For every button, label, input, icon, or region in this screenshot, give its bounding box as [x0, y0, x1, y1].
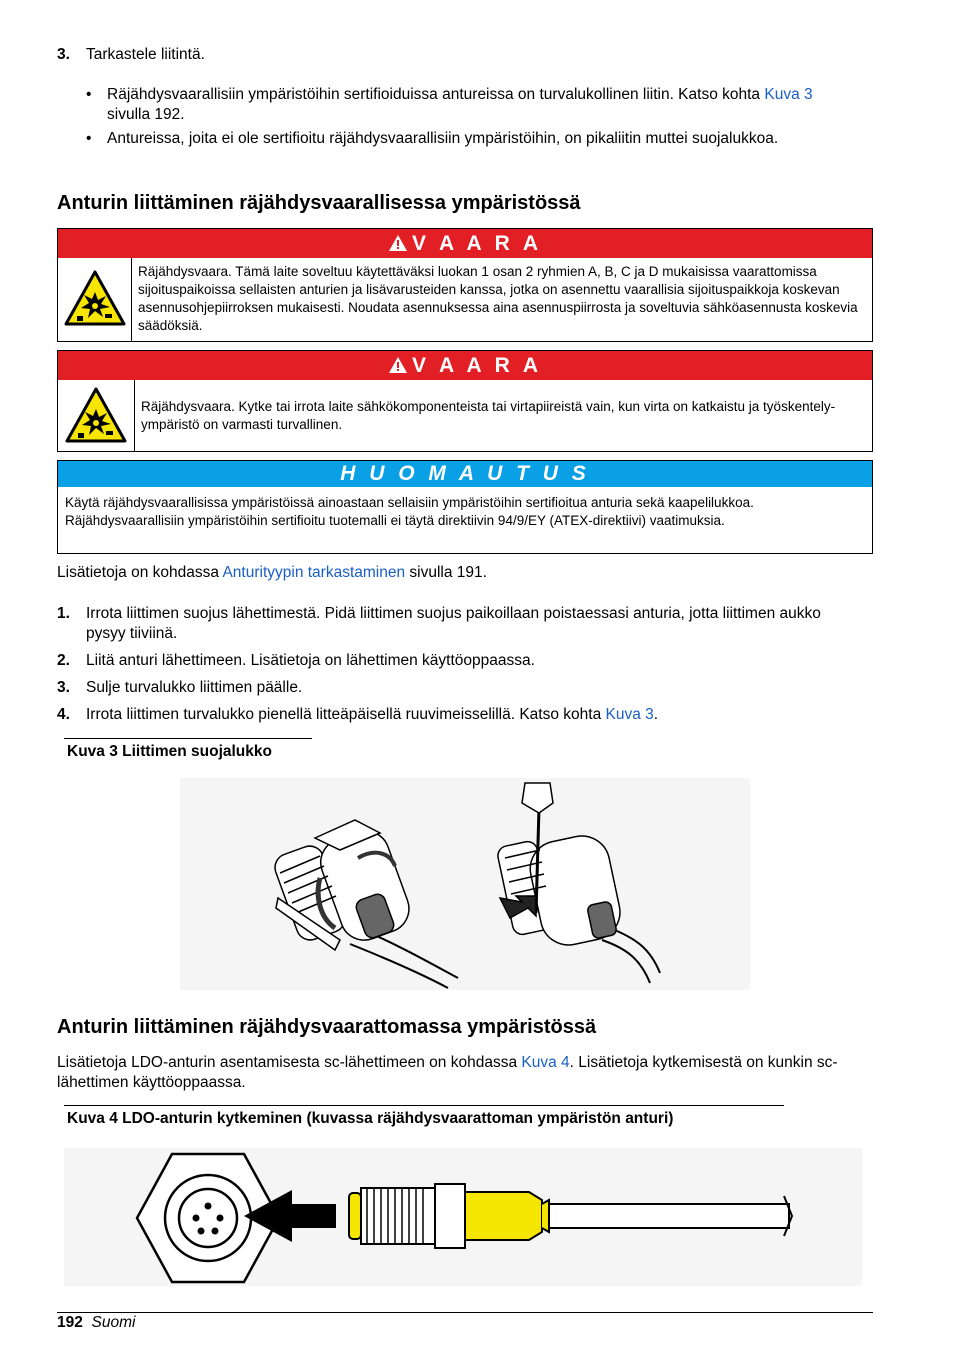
- danger-header: [58, 351, 872, 380]
- step-number: 3.: [57, 679, 70, 696]
- figure-caption: Kuva 3 Liittimen suojalukko: [67, 743, 272, 760]
- figure-link[interactable]: Kuva 3: [605, 706, 654, 723]
- footer-rule: [57, 1312, 873, 1313]
- section-heading: Anturin liittäminen räjähdysvaarallisessa ympäristössä: [57, 192, 581, 214]
- danger-title: V A A R A: [411, 232, 543, 255]
- caption-rule: [64, 738, 312, 739]
- danger-box: [57, 350, 873, 452]
- step-text-tail: .: [653, 706, 659, 723]
- bullet-marker: •: [86, 130, 92, 147]
- bullet-item-2: Antureissa, joita ei ole sertifioitu räjähdysvaarallisiin ympäristöihin, on pikaliitin muttei suojalukkoa.: [107, 130, 779, 147]
- info-text-tail: sivulla 191.: [405, 564, 487, 581]
- notice-text: Käytä räjähdysvaarallisissa ympäristöissä ainoastaan sellaisiin ympäristöihin sertifioitua anturia sekä kaapelilukkoa. Räjähdysvaarallisiin ympäristöihin sertifioitu tuotemalli ei täytä direktiivin 94/9/EY (ATEX-direktiivi) vaatimuksia.: [65, 495, 754, 528]
- step-number: 3.: [57, 46, 70, 63]
- warning-triangle-icon: [388, 356, 408, 374]
- explosion-hazard-icon: [65, 387, 127, 443]
- figure-caption: Kuva 4 LDO-anturin kytkeminen (kuvassa räjähdysvaarattoman ympäristön anturi): [67, 1110, 674, 1127]
- danger-header: [58, 229, 872, 258]
- bullet-marker: •: [86, 86, 92, 103]
- step-text: Sulje turvalukko liittimen päälle.: [86, 679, 303, 696]
- danger-title: V A A R A: [411, 354, 543, 377]
- figure-link[interactable]: Kuva 3: [764, 86, 813, 103]
- footer-language: Suomi: [91, 1314, 136, 1331]
- notice-box: [57, 460, 873, 554]
- bullet-text-tail: sivulla 192.: [107, 106, 185, 123]
- notice-header: H U O M A U T U S: [58, 461, 872, 487]
- step-number: 4.: [57, 706, 70, 723]
- step-item-4: [86, 705, 658, 725]
- bullet-item-1: [107, 85, 847, 125]
- step-text: Tarkastele liitintä.: [86, 46, 205, 63]
- para-text-tail: . Lisätietoja kytkemisestä on kunkin sc-lähettimen käyttöoppaassa.: [57, 1054, 838, 1091]
- connector-lock-illustration: [180, 778, 750, 990]
- section-link[interactable]: Anturityypin tarkastaminen: [222, 564, 406, 581]
- info-text: Lisätietoja on kohdassa: [57, 564, 223, 581]
- step-text: Liitä anturi lähettimeen. Lisätietoja on lähettimen käyttöoppaassa.: [86, 652, 535, 669]
- step-text: Irrota liittimen suojus lähettimestä. Pidä liittimen suojus paikoillaan poistaessasi anturia, jotta liittimen aukko pysyy tiiviinä.: [86, 605, 821, 642]
- step-text: Irrota liittimen turvalukko pienellä litteäpäisellä ruuvimeisselillä. Katso kohta: [86, 706, 606, 723]
- danger-box: [57, 228, 873, 342]
- caption-rule: [64, 1105, 784, 1106]
- icon-cell: [58, 380, 135, 451]
- info-line: [57, 563, 487, 583]
- page-number: 192: [57, 1314, 83, 1331]
- icon-cell: [58, 258, 132, 341]
- page-footer: [57, 1313, 135, 1333]
- ldo-connection-illustration: [64, 1148, 862, 1286]
- explosion-hazard-icon: [64, 270, 126, 326]
- step-number: 1.: [57, 605, 70, 622]
- section-heading: Anturin liittäminen räjähdysvaarattomassa ympäristössä: [57, 1016, 597, 1038]
- figure-link[interactable]: Kuva 4: [521, 1054, 570, 1071]
- step-number: 2.: [57, 652, 70, 669]
- warning-triangle-icon: [388, 234, 408, 252]
- bullet-text: Räjähdysvaarallisiin ympäristöihin sertifioiduissa antureissa on turvalukollinen liitin. Katso kohta: [107, 86, 765, 103]
- danger-text: Räjähdysvaara. Kytke tai irrota laite sähkökomponenteista tai virtapiireistä vain, kun virta on katkaistu ja työskentely-ympäristö on varmasti turvallinen.: [141, 399, 836, 432]
- danger-text: Räjähdysvaara. Tämä laite soveltuu käytettäväksi luokan 1 osan 2 ryhmien A, B, C ja D mukaisissa vaarattomissa sijoituspaikoissa sellaisten anturien ja lisävarusteiden kanssa, jotka on asennettu vaarallisia sijoituspaikkoja koskevan asennusohjepiirroksen mukaisesti. Noudata asennuksessa aina asennuspiirrosta ja soveltuvia sähköasennusta koskevia säädöksiä.: [138, 264, 858, 333]
- section-paragraph: [57, 1053, 873, 1093]
- para-text: Lisätietoja LDO-anturin asentamisesta sc-lähettimeen on kohdassa: [57, 1054, 522, 1071]
